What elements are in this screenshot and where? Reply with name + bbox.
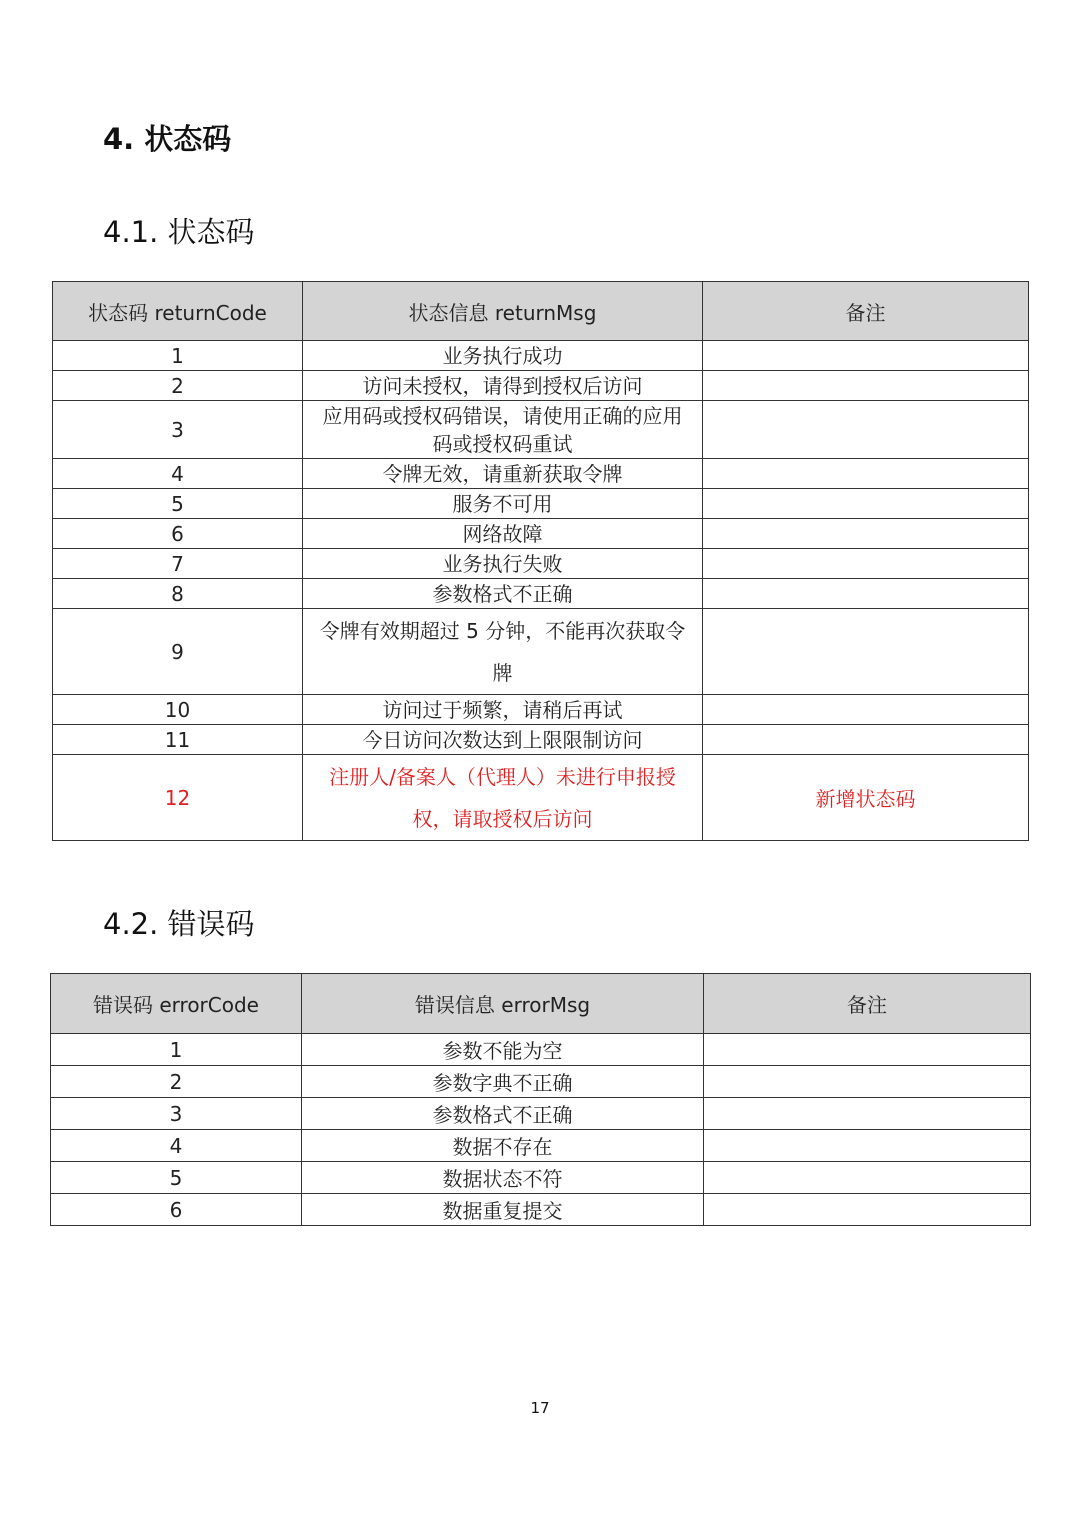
cell-note (703, 341, 1029, 371)
cell-message: 应用码或授权码错误，请使用正确的应用码或授权码重试 (303, 401, 703, 459)
subsection-title-status-code: 4.1. 状态码 (103, 215, 255, 249)
table-row (53, 549, 1029, 579)
cell-code: 2 (53, 371, 303, 401)
table-row (51, 1130, 1031, 1162)
column-header-message: 状态信息 returnMsg (303, 282, 703, 341)
column-header-code: 错误码 errorCode (51, 974, 302, 1034)
cell-message: 参数不能为空 (302, 1034, 704, 1066)
cell-message: 访问未授权，请得到授权后访问 (303, 371, 703, 401)
cell-code: 8 (53, 579, 303, 609)
cell-code: 6 (51, 1194, 302, 1226)
cell-note (703, 609, 1029, 695)
table-row (53, 519, 1029, 549)
cell-message: 访问过于频繁，请稍后再试 (303, 695, 703, 725)
cell-note (704, 1130, 1031, 1162)
cell-note (704, 1162, 1031, 1194)
table-header-row (51, 974, 1031, 1034)
cell-note (704, 1098, 1031, 1130)
column-header-note: 备注 (704, 974, 1031, 1034)
status-code-table (52, 281, 1029, 841)
column-header-code: 状态码 returnCode (53, 282, 303, 341)
cell-message: 参数格式不正确 (302, 1098, 704, 1130)
cell-message: 今日访问次数达到上限限制访问 (303, 725, 703, 755)
cell-code: 10 (53, 695, 303, 725)
cell-code: 5 (51, 1162, 302, 1194)
table-header-row (53, 282, 1029, 341)
table-row (53, 489, 1029, 519)
table-row (53, 695, 1029, 725)
cell-note (704, 1194, 1031, 1226)
table-row (53, 579, 1029, 609)
table-row (51, 1066, 1031, 1098)
cell-note (703, 371, 1029, 401)
cell-code: 11 (53, 725, 303, 755)
table-row (51, 1098, 1031, 1130)
cell-note (703, 401, 1029, 459)
cell-note: 新增状态码 (703, 755, 1029, 841)
cell-message: 数据不存在 (302, 1130, 704, 1162)
table-row (51, 1034, 1031, 1066)
cell-note (704, 1066, 1031, 1098)
cell-message: 服务不可用 (303, 489, 703, 519)
cell-code: 9 (53, 609, 303, 695)
table-row (53, 725, 1029, 755)
cell-message: 网络故障 (303, 519, 703, 549)
cell-code: 4 (53, 459, 303, 489)
cell-code: 5 (53, 489, 303, 519)
cell-note (703, 519, 1029, 549)
cell-message: 令牌无效，请重新获取令牌 (303, 459, 703, 489)
table-row (53, 459, 1029, 489)
cell-note (704, 1034, 1031, 1066)
cell-code: 3 (53, 401, 303, 459)
cell-note (703, 725, 1029, 755)
cell-message: 参数格式不正确 (303, 579, 703, 609)
cell-code: 3 (51, 1098, 302, 1130)
column-header-note: 备注 (703, 282, 1029, 341)
cell-message: 注册人/备案人（代理人）未进行申报授权，请取授权后访问 (303, 755, 703, 841)
table-row (51, 1194, 1031, 1226)
cell-message: 参数字典不正确 (302, 1066, 704, 1098)
table-row (51, 1162, 1031, 1194)
cell-code: 1 (51, 1034, 302, 1066)
error-code-table (50, 973, 1031, 1226)
cell-code: 4 (51, 1130, 302, 1162)
cell-code: 1 (53, 341, 303, 371)
cell-code: 7 (53, 549, 303, 579)
table-row (53, 371, 1029, 401)
table-row-new-status (53, 755, 1029, 841)
cell-code: 2 (51, 1066, 302, 1098)
cell-message: 令牌有效期超过 5 分钟，不能再次获取令牌 (303, 609, 703, 695)
page-number: 17 (530, 1399, 550, 1417)
table-row (53, 341, 1029, 371)
subsection-title-error-code: 4.2. 错误码 (103, 907, 255, 941)
cell-code: 12 (53, 755, 303, 841)
cell-message: 业务执行成功 (303, 341, 703, 371)
cell-message: 数据状态不符 (302, 1162, 704, 1194)
cell-message: 数据重复提交 (302, 1194, 704, 1226)
cell-note (703, 579, 1029, 609)
cell-note (703, 695, 1029, 725)
section-heading: 4. 状态码 (103, 122, 232, 156)
cell-note (703, 489, 1029, 519)
cell-note (703, 549, 1029, 579)
cell-note (703, 459, 1029, 489)
table-row (53, 401, 1029, 459)
column-header-message: 错误信息 errorMsg (302, 974, 704, 1034)
cell-code: 6 (53, 519, 303, 549)
cell-message: 业务执行失败 (303, 549, 703, 579)
table-row (53, 609, 1029, 695)
